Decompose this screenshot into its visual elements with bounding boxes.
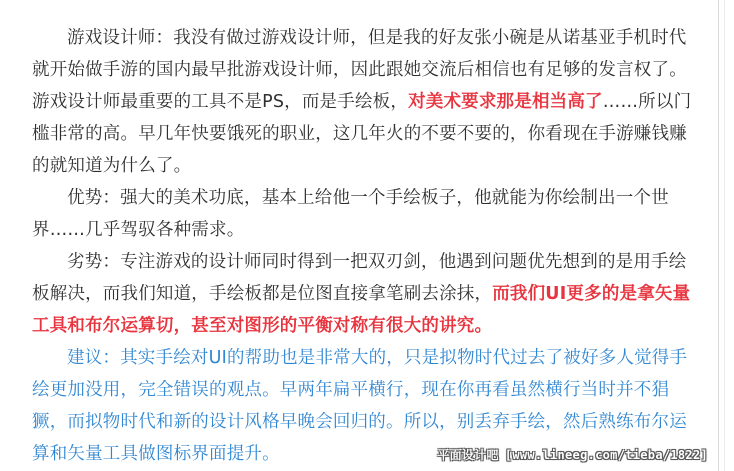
highlight-vector-tools: 而我们UI更多的是拿矢量工具和布尔运算切，甚至对图形的平衡对称有很大的讲究。: [32, 284, 691, 336]
paragraph-suggestion: 建议：其实手绘对UI的帮助也是非常大的，只是拟物时代过去了被好多人觉得手绘更加没用，完全错误的观点。早两年扁平横行，现在你再看虽然横行当时并不猖獗，而拟物时代和新的设计风格早晚会回归的。所以，别丢弃手绘，然后熟练布尔运算和矢量工具做图标界面提升。: [32, 348, 688, 464]
watermark-url: [www.lineeg.com/tieba/1822]: [504, 448, 708, 462]
paragraph-game-designer-text: 游戏设计师：我没有做过游戏设计师，但是我的好友张小碗是从诺基亚手机时代就开始做手游的国内最早批游戏设计师，因此跟她交流后相信也有足够的发言权了。游戏设计师最重要的工具不是PS，而是手绘板，: [32, 28, 687, 112]
paragraph-game-designer: [32, 22, 704, 182]
page-right-border-line: [724, 0, 725, 471]
watermark: [437, 446, 708, 463]
article-body: [32, 22, 704, 470]
watermark-brand: 平面设计吧: [437, 448, 499, 462]
highlight-art-requirement: 对美术要求那是相当高了: [408, 92, 603, 112]
page-right-border: [718, 0, 734, 471]
paragraph-advantage: 优势：强大的美术功底，基本上给他一个手绘板子，他就能为你绘制出一个世界……几乎驾驭各种需求。: [32, 188, 669, 240]
paragraph-disadvantage: [32, 246, 704, 342]
paragraph-game-designer-text-end: ……所以门槛非常的高。早几年快要饿死的职业，这几年火的不要不要的，你看现在手游赚钱赚的就知道为什么了。: [32, 92, 692, 176]
paragraph-disadvantage-text: 劣势：专注游戏的设计师同时得到一把双刃剑，他遇到问题优先想到的是用手绘板解决，而我们知道，手绘板都是位图直接拿笔刷去涂抹，: [32, 252, 687, 304]
